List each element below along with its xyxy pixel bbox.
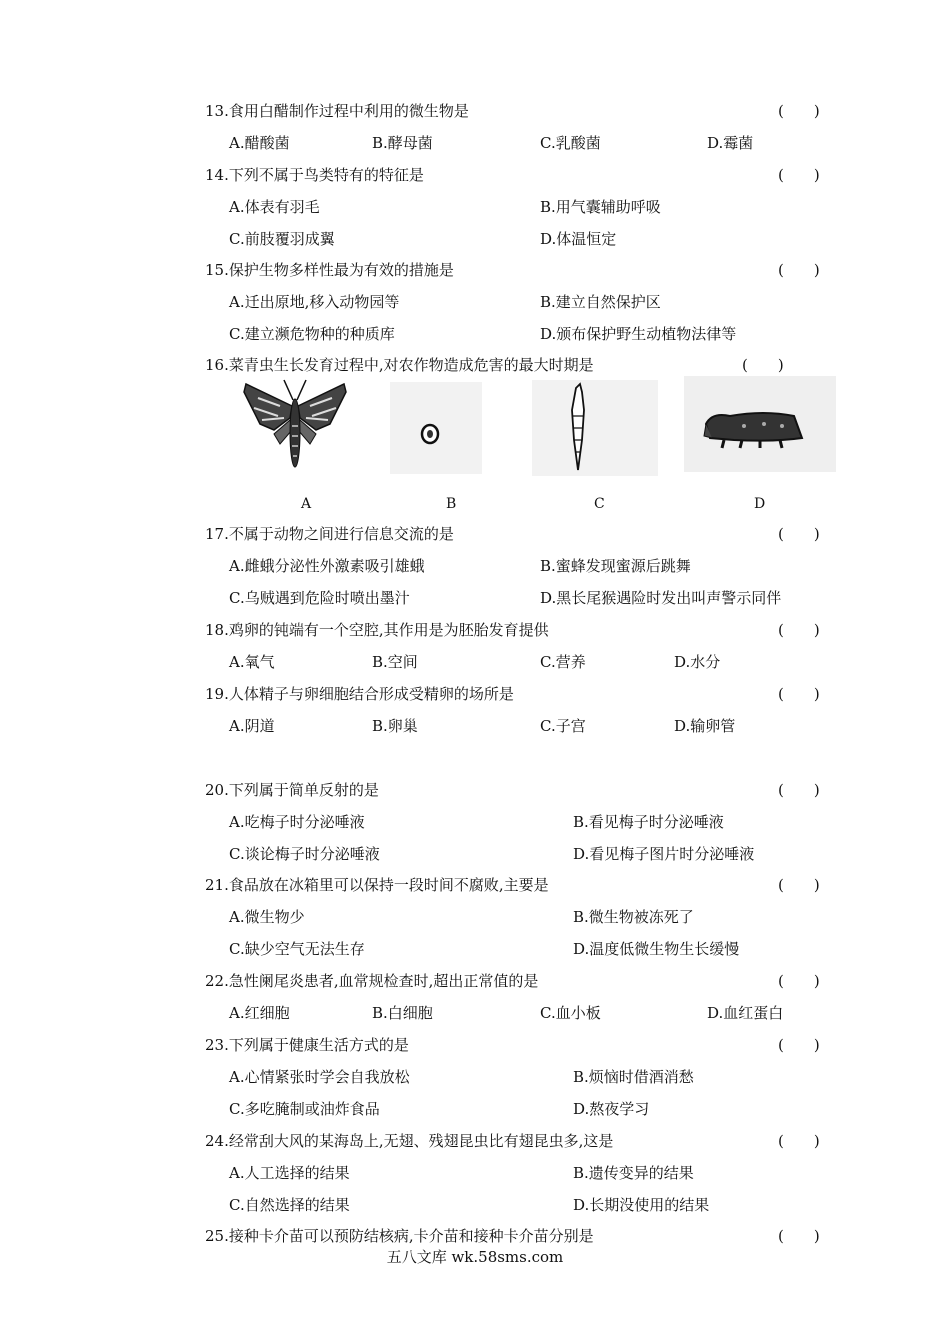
option: C.谈论梅子时分泌唾液 (229, 845, 380, 863)
butterfly-image (240, 378, 350, 474)
question-stem: 14.下列不属于鸟类特有的特征是 (205, 166, 424, 184)
option: D.黑长尾猴遇险时发出叫声警示同伴 (540, 589, 782, 607)
question-stem: 25.接种卡介苗可以预防结核病,卡介苗和接种卡介苗分别是 (205, 1227, 594, 1245)
option: A.微生物少 (229, 908, 305, 926)
option: C.子宫 (540, 717, 586, 735)
figure-label: C (594, 496, 605, 512)
option: B.用气囊辅助呼吸 (540, 198, 661, 216)
option: B.白细胞 (372, 1004, 433, 1022)
option: D.体温恒定 (540, 230, 617, 248)
question-stem: 19.人体精子与卵细胞结合形成受精卵的场所是 (205, 685, 514, 703)
option: D.看见梅子图片时分泌唾液 (573, 845, 755, 863)
question-stem: 13.食用白醋制作过程中利用的微生物是 (205, 102, 469, 120)
option: C.多吃腌制或油炸食品 (229, 1100, 380, 1118)
answer-bracket: ( ) (742, 356, 784, 374)
answer-bracket: ( ) (778, 972, 820, 990)
option: B.微生物被冻死了 (573, 908, 694, 926)
option: C.乌贼遇到危险时喷出墨汁 (229, 589, 410, 607)
option: A.吃梅子时分泌唾液 (229, 813, 365, 831)
answer-bracket: ( ) (778, 525, 820, 543)
question-stem: 17.不属于动物之间进行信息交流的是 (205, 525, 454, 543)
question-stem: 16.菜青虫生长发育过程中,对农作物造成危害的最大时期是 (205, 356, 594, 374)
option: A.雌蛾分泌性外激素吸引雄蛾 (229, 557, 425, 575)
question-stem: 24.经常刮大风的某海岛上,无翅、残翅昆虫比有翅昆虫多,这是 (205, 1132, 614, 1150)
answer-bracket: ( ) (778, 102, 820, 120)
answer-bracket: ( ) (778, 685, 820, 703)
option: B.建立自然保护区 (540, 293, 661, 311)
option: B.烦恼时借酒消愁 (573, 1068, 694, 1086)
option: A.迁出原地,移入动物园等 (229, 293, 400, 311)
option: B.遗传变异的结果 (573, 1164, 694, 1182)
answer-bracket: ( ) (778, 621, 820, 639)
question-stem: 21.食品放在冰箱里可以保持一段时间不腐败,主要是 (205, 876, 549, 894)
question-stem: 22.急性阑尾炎患者,血常规检查时,超出正常值的是 (205, 972, 539, 990)
question-stem: 20.下列属于简单反射的是 (205, 781, 379, 799)
option: D.颁布保护野生动植物法律等 (540, 325, 737, 343)
option: B.空间 (372, 653, 418, 671)
pupa-image (532, 380, 658, 476)
answer-bracket: ( ) (778, 876, 820, 894)
option: B.卵巢 (372, 717, 418, 735)
figure-label: D (754, 496, 766, 512)
option: D.长期没使用的结果 (573, 1196, 710, 1214)
caterpillar-image (684, 376, 836, 472)
option: D.熬夜学习 (573, 1100, 650, 1118)
answer-bracket: ( ) (778, 1227, 820, 1245)
option: A.阴道 (229, 717, 275, 735)
answer-bracket: ( ) (778, 261, 820, 279)
option: A.氧气 (229, 653, 275, 671)
option: A.体表有羽毛 (229, 198, 320, 216)
answer-bracket: ( ) (778, 166, 820, 184)
option: D.输卵管 (674, 717, 736, 735)
option: B.蜜蜂发现蜜源后跳舞 (540, 557, 691, 575)
egg-image (390, 382, 482, 474)
answer-bracket: ( ) (778, 1036, 820, 1054)
option: C.缺少空气无法生存 (229, 940, 365, 958)
option: A.心情紧张时学会自我放松 (229, 1068, 410, 1086)
option: B.看见梅子时分泌唾液 (573, 813, 724, 831)
option: D.血红蛋白 (707, 1004, 784, 1022)
option: D.温度低微生物生长缓慢 (573, 940, 740, 958)
option: D.水分 (674, 653, 721, 671)
figure-label: B (446, 496, 457, 512)
option: C.血小板 (540, 1004, 601, 1022)
option: C.前肢覆羽成翼 (229, 230, 335, 248)
option: A.红细胞 (229, 1004, 290, 1022)
question-stem: 15.保护生物多样性最为有效的措施是 (205, 261, 454, 279)
option: A.醋酸菌 (229, 134, 290, 152)
option: C.自然选择的结果 (229, 1196, 350, 1214)
option: C.营养 (540, 653, 586, 671)
answer-bracket: ( ) (778, 781, 820, 799)
option: D.霉菌 (707, 134, 754, 152)
option: B.酵母菌 (372, 134, 433, 152)
option: A.人工选择的结果 (229, 1164, 350, 1182)
figure-label: A (301, 496, 312, 512)
question-stem: 18.鸡卵的钝端有一个空腔,其作用是为胚胎发育提供 (205, 621, 549, 639)
question-stem: 23.下列属于健康生活方式的是 (205, 1036, 409, 1054)
page-footer: 五八文库 wk.58sms.com (386, 1248, 564, 1266)
option: C.建立濒危物种的种质库 (229, 325, 395, 343)
answer-bracket: ( ) (778, 1132, 820, 1150)
option: C.乳酸菌 (540, 134, 601, 152)
